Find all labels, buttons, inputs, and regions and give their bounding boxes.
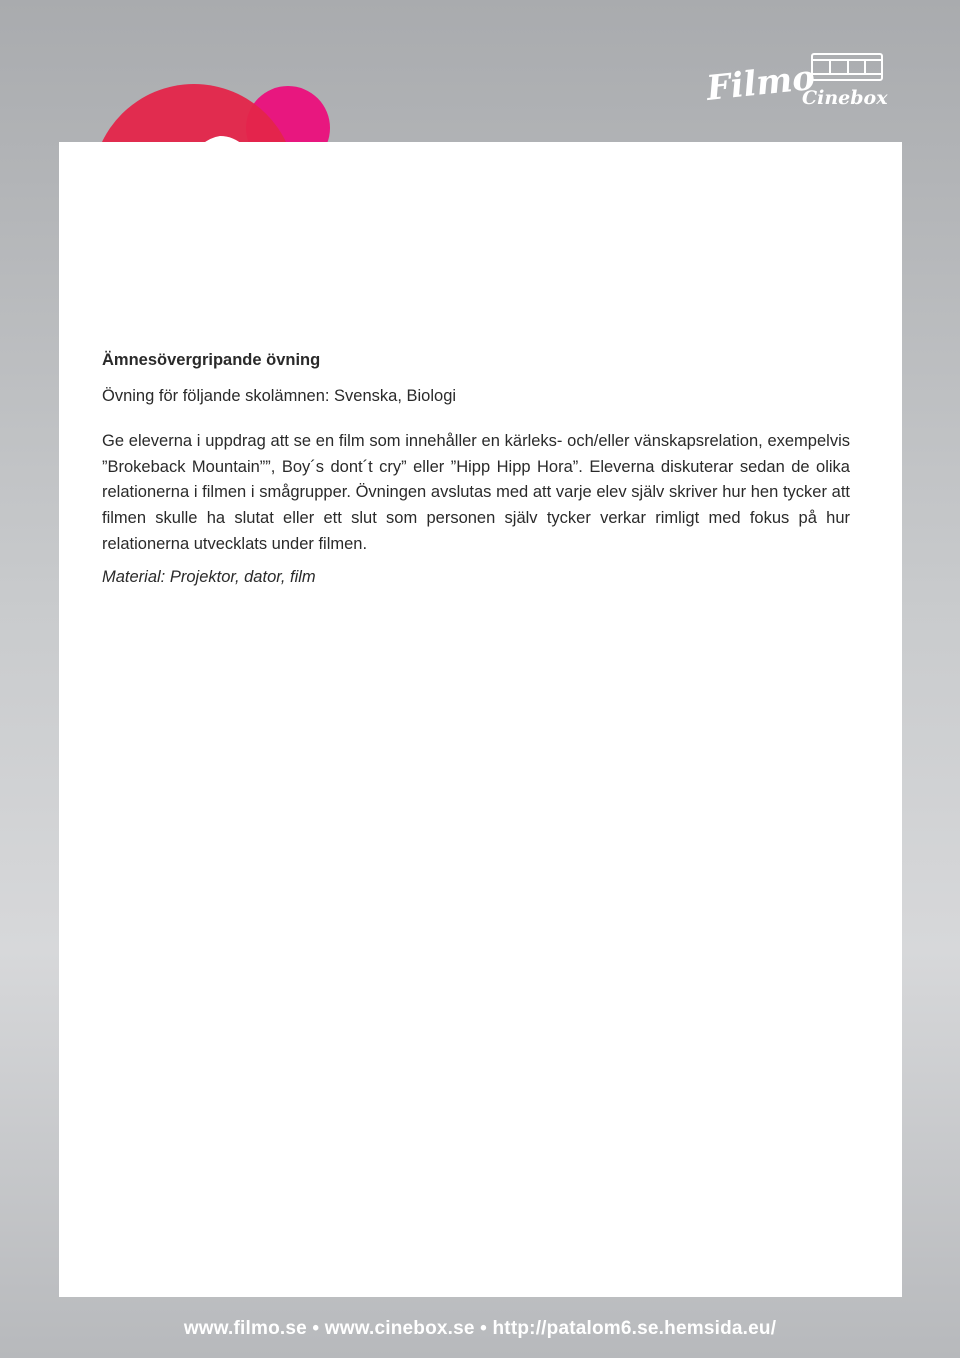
- footer-link-patalom6[interactable]: http://patalom6.se.hemsida.eu/: [492, 1318, 777, 1339]
- page-title: Ämnesövergripande övning: [102, 351, 321, 369]
- cinebox-logo: Cinebox: [802, 87, 888, 109]
- film-strip-icon: [812, 54, 882, 80]
- subjects-line: Övning för följande skolämnen: Svenska, Biologi: [102, 386, 457, 405]
- brand-logos: [705, 50, 895, 114]
- document-content: [102, 348, 850, 591]
- filmo-logo: Filmo: [705, 57, 817, 109]
- footer-links: [0, 1318, 960, 1340]
- exercise-description: Ge eleverna i uppdrag att se en film som innehåller en kärleks- och/eller vänskapsrelation, exempelvis ”Brokeback Mountain””, Boy´s dont´t cry” eller ”Hipp Hipp Hora”. Eleverna diskuterar sedan de olika relationerna i filmen i smågrupper. Övningen avslutas med att varje elev själv skriver hur hen tycker att filmen skulle ha slutat eller ett slut som personen själv tycker verkar rimligt med fokus på hur relationerna utvecklats under filmen.: [102, 432, 850, 553]
- footer-link-cinebox[interactable]: www.cinebox.se: [324, 1318, 475, 1339]
- footer-link-filmo[interactable]: www.filmo.se: [183, 1318, 307, 1339]
- document-page: [59, 142, 902, 1297]
- footer-separator: •: [312, 1318, 320, 1339]
- footer-separator: •: [480, 1318, 488, 1339]
- material-line: Material: Projektor, dator, film: [102, 568, 316, 587]
